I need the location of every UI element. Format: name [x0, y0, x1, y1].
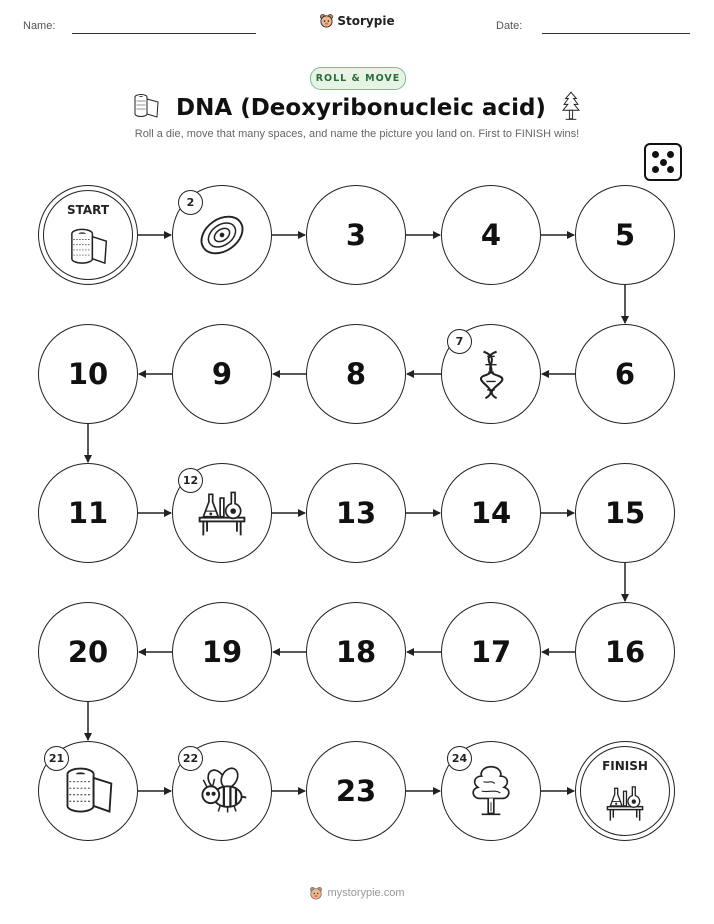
- space-number: 6: [614, 357, 636, 391]
- space-number-badge: 21: [44, 746, 69, 771]
- board-space-6: [575, 324, 675, 424]
- board-space-9: [172, 324, 272, 424]
- space-number: 16: [604, 635, 646, 669]
- brand-name: Storypie: [337, 13, 395, 28]
- dna-helix-icon: [463, 346, 519, 402]
- space-number: 10: [67, 357, 109, 391]
- space-number: 13: [335, 496, 377, 530]
- space-number: 18: [335, 635, 377, 669]
- board-space-22: [172, 741, 272, 841]
- board-space-12: [172, 463, 272, 563]
- space-number: 5: [614, 218, 636, 252]
- board-space-20: [38, 602, 138, 702]
- board-space-19: [172, 602, 272, 702]
- date-label: Date:: [496, 20, 523, 32]
- space-number: 15: [604, 496, 646, 530]
- lab-flasks-icon: [603, 781, 647, 825]
- board-space-23: [306, 741, 406, 841]
- lab-flasks-icon: [194, 485, 250, 541]
- page-title: DNA (Deoxyribonucleic acid): [176, 95, 546, 121]
- name-label: Name:: [23, 20, 56, 32]
- space-number: 23: [335, 774, 377, 808]
- board-space-10: [38, 324, 138, 424]
- space-number: 3: [345, 218, 367, 252]
- bear-mascot-icon: [309, 886, 323, 900]
- activity-badge: ROLL & MOVE: [310, 67, 406, 90]
- board-space-18: [306, 602, 406, 702]
- start-label: START: [66, 203, 110, 217]
- board-space-5: [575, 185, 675, 285]
- cell-icon: [194, 207, 250, 263]
- paper-towel-roll-icon: [60, 763, 116, 819]
- space-number: 11: [67, 496, 109, 530]
- board-space-8: [306, 324, 406, 424]
- space-number: 8: [345, 357, 367, 391]
- board-space-14: [441, 463, 541, 563]
- board-space-2: [172, 185, 272, 285]
- footer-url: mystorypie.com: [327, 887, 405, 899]
- board-space-21: [38, 741, 138, 841]
- board-space-4: [441, 185, 541, 285]
- footer: [0, 886, 714, 903]
- board-space-13: [306, 463, 406, 563]
- space-number: 20: [67, 635, 109, 669]
- board-space-3: [306, 185, 406, 285]
- space-number-badge: 7: [447, 329, 472, 354]
- bee-icon: [194, 763, 250, 819]
- paper-towel-roll-icon: [66, 225, 110, 269]
- space-number: 14: [470, 496, 512, 530]
- finish-label: FINISH: [602, 759, 648, 773]
- finish-space: [575, 741, 675, 841]
- board-space-17: [441, 602, 541, 702]
- space-number: 9: [211, 357, 233, 391]
- tree-icon: [463, 763, 519, 819]
- space-number-badge: 24: [447, 746, 472, 771]
- board-space-7: [441, 324, 541, 424]
- board-space-16: [575, 602, 675, 702]
- space-number: 17: [470, 635, 512, 669]
- board-space-11: [38, 463, 138, 563]
- space-number: 19: [201, 635, 243, 669]
- space-number-badge: 12: [178, 468, 203, 493]
- instructions: Roll a die, move that many spaces, and name the picture you land on. First to FINISH wins!: [134, 128, 580, 140]
- board-space-15: [575, 463, 675, 563]
- board-space-24: [441, 741, 541, 841]
- space-number: 4: [480, 218, 502, 252]
- space-number-badge: 2: [178, 190, 203, 215]
- space-number-badge: 22: [178, 746, 203, 771]
- start-space: [38, 185, 138, 285]
